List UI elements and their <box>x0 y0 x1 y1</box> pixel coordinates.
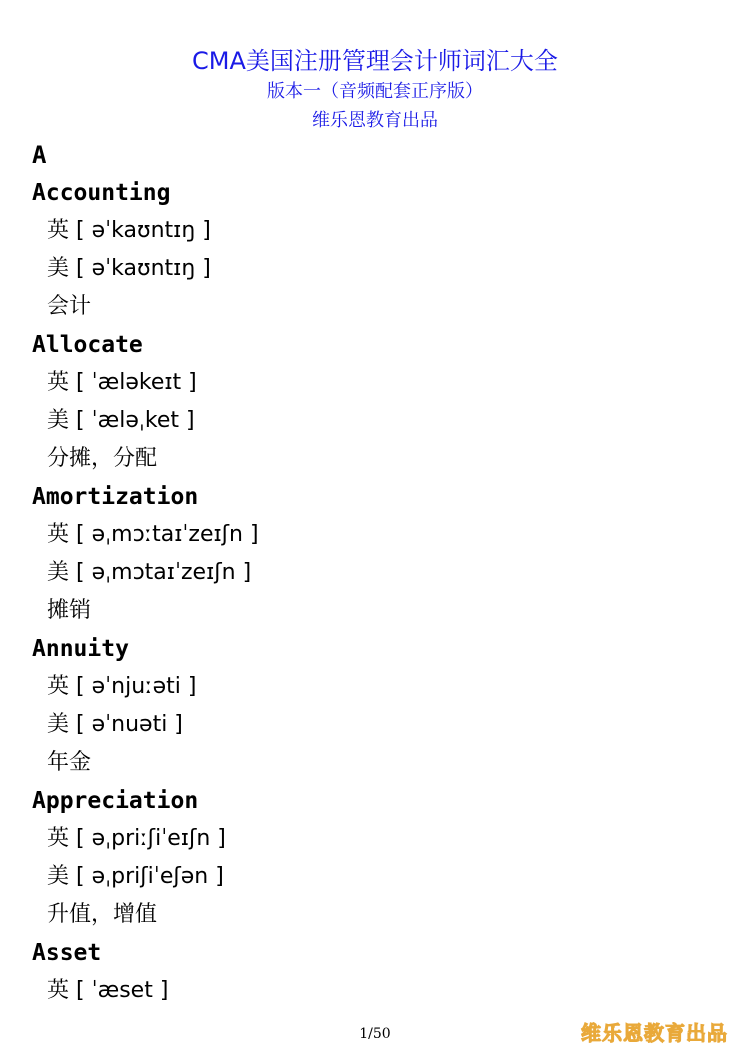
document-title: CMA美国注册管理会计师词汇大全 <box>192 47 558 75</box>
entry-meaning: 升值，增值 <box>47 902 158 927</box>
entry-us-pronunciation: 美 [ ˈæləˌket ] <box>47 408 195 433</box>
watermark-logo: 维乐恩教育出品 <box>581 1021 728 1045</box>
entry-term: Amortization <box>32 484 199 510</box>
vocabulary-entry <box>32 478 730 630</box>
entry-uk-pronunciation: 英 [ əˈnjuːəti ] <box>47 674 197 699</box>
entry-uk-pronunciation: 英 [ ˈæset ] <box>47 978 169 1003</box>
entry-us-pronunciation: 美 [ əˌmɔtaɪˈzeɪʃn ] <box>47 560 252 585</box>
entry-meaning: 年金 <box>47 750 92 775</box>
vocabulary-entry <box>32 326 730 478</box>
entry-meaning: 摊销 <box>47 598 92 623</box>
entry-us-pronunciation: 美 [ əˌpriʃiˈeʃən ] <box>47 864 224 889</box>
entry-uk-pronunciation: 英 [ ˈæləkeɪt ] <box>47 370 197 395</box>
page-number: 1/50 <box>359 1026 391 1042</box>
document-subtitle: 版本一（音频配套正序版） <box>267 81 483 102</box>
entry-term: Appreciation <box>32 788 199 814</box>
vocabulary-entry <box>32 782 730 934</box>
entry-meaning: 会计 <box>47 294 92 319</box>
document-publisher: 维乐恩教育出品 <box>312 110 438 131</box>
document-header <box>0 44 750 135</box>
entry-uk-pronunciation: 英 [ əˌmɔːtaɪˈzeɪʃn ] <box>47 522 259 547</box>
entry-term: Asset <box>32 940 102 966</box>
entry-term: Annuity <box>32 636 129 662</box>
vocabulary-list <box>32 136 730 1010</box>
entry-uk-pronunciation: 英 [ əˈkaʊntɪŋ ] <box>47 218 211 243</box>
entry-meaning: 分摊，分配 <box>47 446 158 471</box>
vocabulary-entry <box>32 630 730 782</box>
vocabulary-entry <box>32 934 730 1010</box>
entry-term: Allocate <box>32 332 143 358</box>
entry-uk-pronunciation: 英 [ əˌpriːʃiˈeɪʃn ] <box>47 826 226 851</box>
vocabulary-entry <box>32 174 730 326</box>
entry-us-pronunciation: 美 [ əˈkaʊntɪŋ ] <box>47 256 211 281</box>
section-letter: A <box>32 141 47 169</box>
entry-us-pronunciation: 美 [ əˈnuəti ] <box>47 712 183 737</box>
entry-term: Accounting <box>32 180 171 206</box>
